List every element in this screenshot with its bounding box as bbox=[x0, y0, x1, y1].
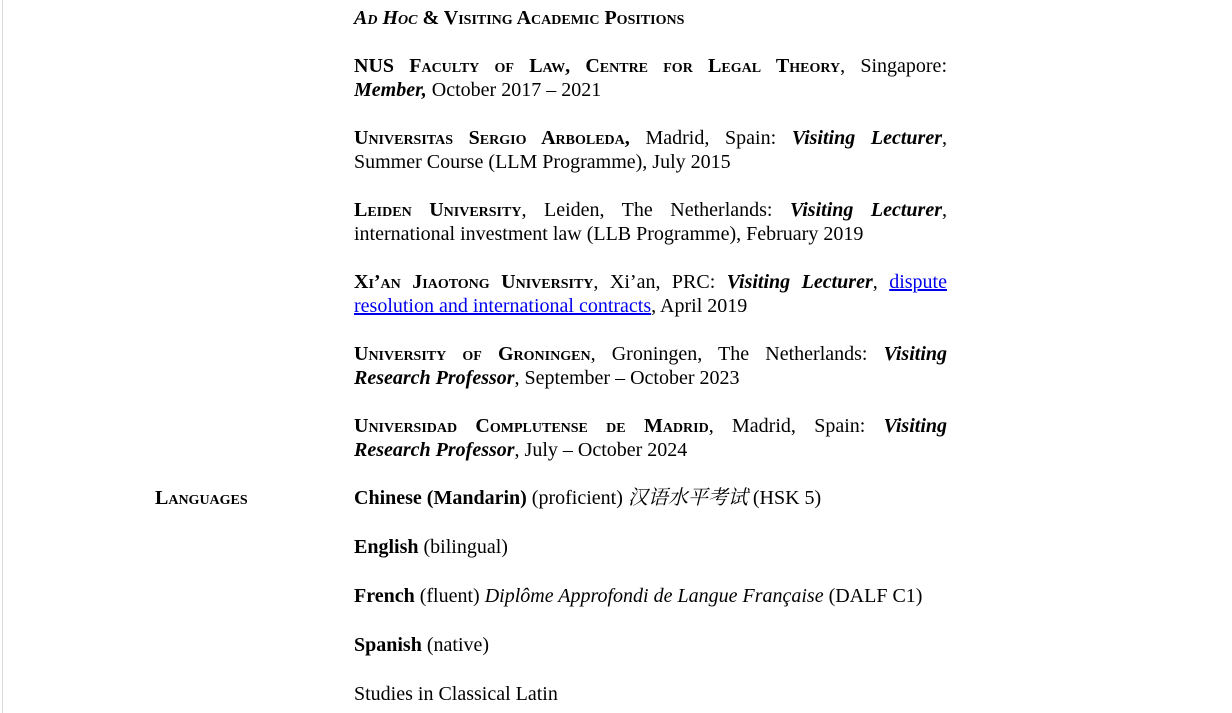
separator-text: , bbox=[872, 271, 890, 293]
location-text: , Leiden, The Netherlands: bbox=[521, 199, 790, 221]
dispute-resolution-link-part2[interactable]: resolution and international contracts bbox=[354, 295, 652, 317]
chinese-exam-name: 汉语水平考试 bbox=[627, 487, 748, 509]
dispute-resolution-link-part1[interactable]: dispute bbox=[889, 271, 947, 293]
language-name: Chinese (Mandarin) bbox=[354, 487, 527, 509]
position-entry-nus bbox=[354, 54, 947, 102]
position-line bbox=[354, 126, 947, 150]
section-heading-adhoc-visiting bbox=[354, 6, 947, 30]
role-title-part2: Research Professor bbox=[354, 367, 515, 389]
role-title-part2: Research Professor bbox=[354, 439, 515, 461]
role-title: Visiting Lecturer bbox=[726, 271, 873, 293]
section-label-languages: Languages bbox=[155, 487, 248, 509]
date-range: , September – October 2023 bbox=[514, 367, 740, 389]
location-text: , Xi’an, PRC: bbox=[593, 271, 727, 293]
section-label-column bbox=[155, 486, 248, 510]
page-left-border bbox=[2, 0, 3, 713]
language-name: French bbox=[354, 585, 415, 607]
institution-name: Xi’an Jiaotong University bbox=[354, 271, 594, 293]
position-line bbox=[354, 342, 947, 366]
position-entry-leiden bbox=[354, 198, 947, 246]
institution-name: Universidad Complutense de Madrid bbox=[354, 415, 709, 437]
date-range: October 2017 – 2021 bbox=[426, 79, 602, 101]
position-entry-sergio-arboleda bbox=[354, 126, 947, 174]
position-line bbox=[354, 78, 947, 102]
language-entry-french bbox=[354, 584, 947, 608]
role-title-part1: Visiting bbox=[883, 415, 947, 437]
proficiency-text: (proficient) bbox=[526, 487, 628, 509]
certificate-text: (DALF C1) bbox=[823, 585, 923, 607]
institution-name: Leiden University bbox=[354, 199, 522, 221]
position-line bbox=[354, 414, 947, 438]
language-entry-spanish bbox=[354, 633, 947, 657]
location-text: , Madrid, Spain: bbox=[708, 415, 884, 437]
main-content-column bbox=[354, 6, 947, 713]
institution-name: University of Groningen bbox=[354, 343, 591, 365]
course-details: international investment law (LLB Programme), February 2019 bbox=[354, 223, 864, 245]
location-text: , Groningen, The Netherlands: bbox=[590, 343, 884, 365]
role-title: Member, bbox=[354, 79, 427, 101]
language-name: English bbox=[354, 536, 419, 558]
latin-studies-text: Studies in Classical Latin bbox=[354, 683, 558, 705]
heading-adhoc-part: Ad Hoc bbox=[354, 7, 418, 29]
position-line bbox=[354, 222, 947, 246]
french-diploma-name: Diplôme Approfondi de Langue Française bbox=[484, 585, 824, 607]
language-entry-english bbox=[354, 535, 947, 559]
proficiency-text: (native) bbox=[421, 634, 490, 656]
position-line bbox=[354, 438, 947, 462]
position-line bbox=[354, 294, 947, 318]
position-line bbox=[354, 270, 947, 294]
position-entry-groningen bbox=[354, 342, 947, 390]
role-title: Visiting Lecturer bbox=[790, 199, 942, 221]
language-name: Spanish bbox=[354, 634, 422, 656]
language-entry-latin bbox=[354, 682, 947, 706]
position-line bbox=[354, 198, 947, 222]
location-text: Madrid, Spain: bbox=[629, 127, 792, 149]
institution-name: NUS Faculty of Law, Centre for Legal Theory bbox=[354, 55, 841, 77]
institution-name: Universitas Sergio Arboleda, bbox=[354, 127, 630, 149]
proficiency-text: (fluent) bbox=[414, 585, 485, 607]
role-title: Visiting Lecturer bbox=[791, 127, 942, 149]
position-line bbox=[354, 366, 947, 390]
position-line bbox=[354, 54, 947, 78]
position-entry-complutense bbox=[354, 414, 947, 462]
language-entry-chinese bbox=[354, 486, 947, 510]
certificate-text: (HSK 5) bbox=[747, 487, 822, 509]
course-details: Summer Course (LLM Programme), July 2015 bbox=[354, 151, 731, 173]
date-range: , April 2019 bbox=[651, 295, 748, 317]
separator-text: , bbox=[942, 199, 947, 221]
role-title-part1: Visiting bbox=[883, 343, 947, 365]
heading-rest-part: & Visiting Academic Positions bbox=[417, 7, 685, 29]
position-entry-xian-jiaotong bbox=[354, 270, 947, 318]
position-line bbox=[354, 150, 947, 174]
separator-text: , bbox=[941, 127, 947, 149]
proficiency-text: (bilingual) bbox=[418, 536, 508, 558]
location-text: , Singapore: bbox=[840, 55, 947, 77]
date-range: , July – October 2024 bbox=[514, 439, 688, 461]
